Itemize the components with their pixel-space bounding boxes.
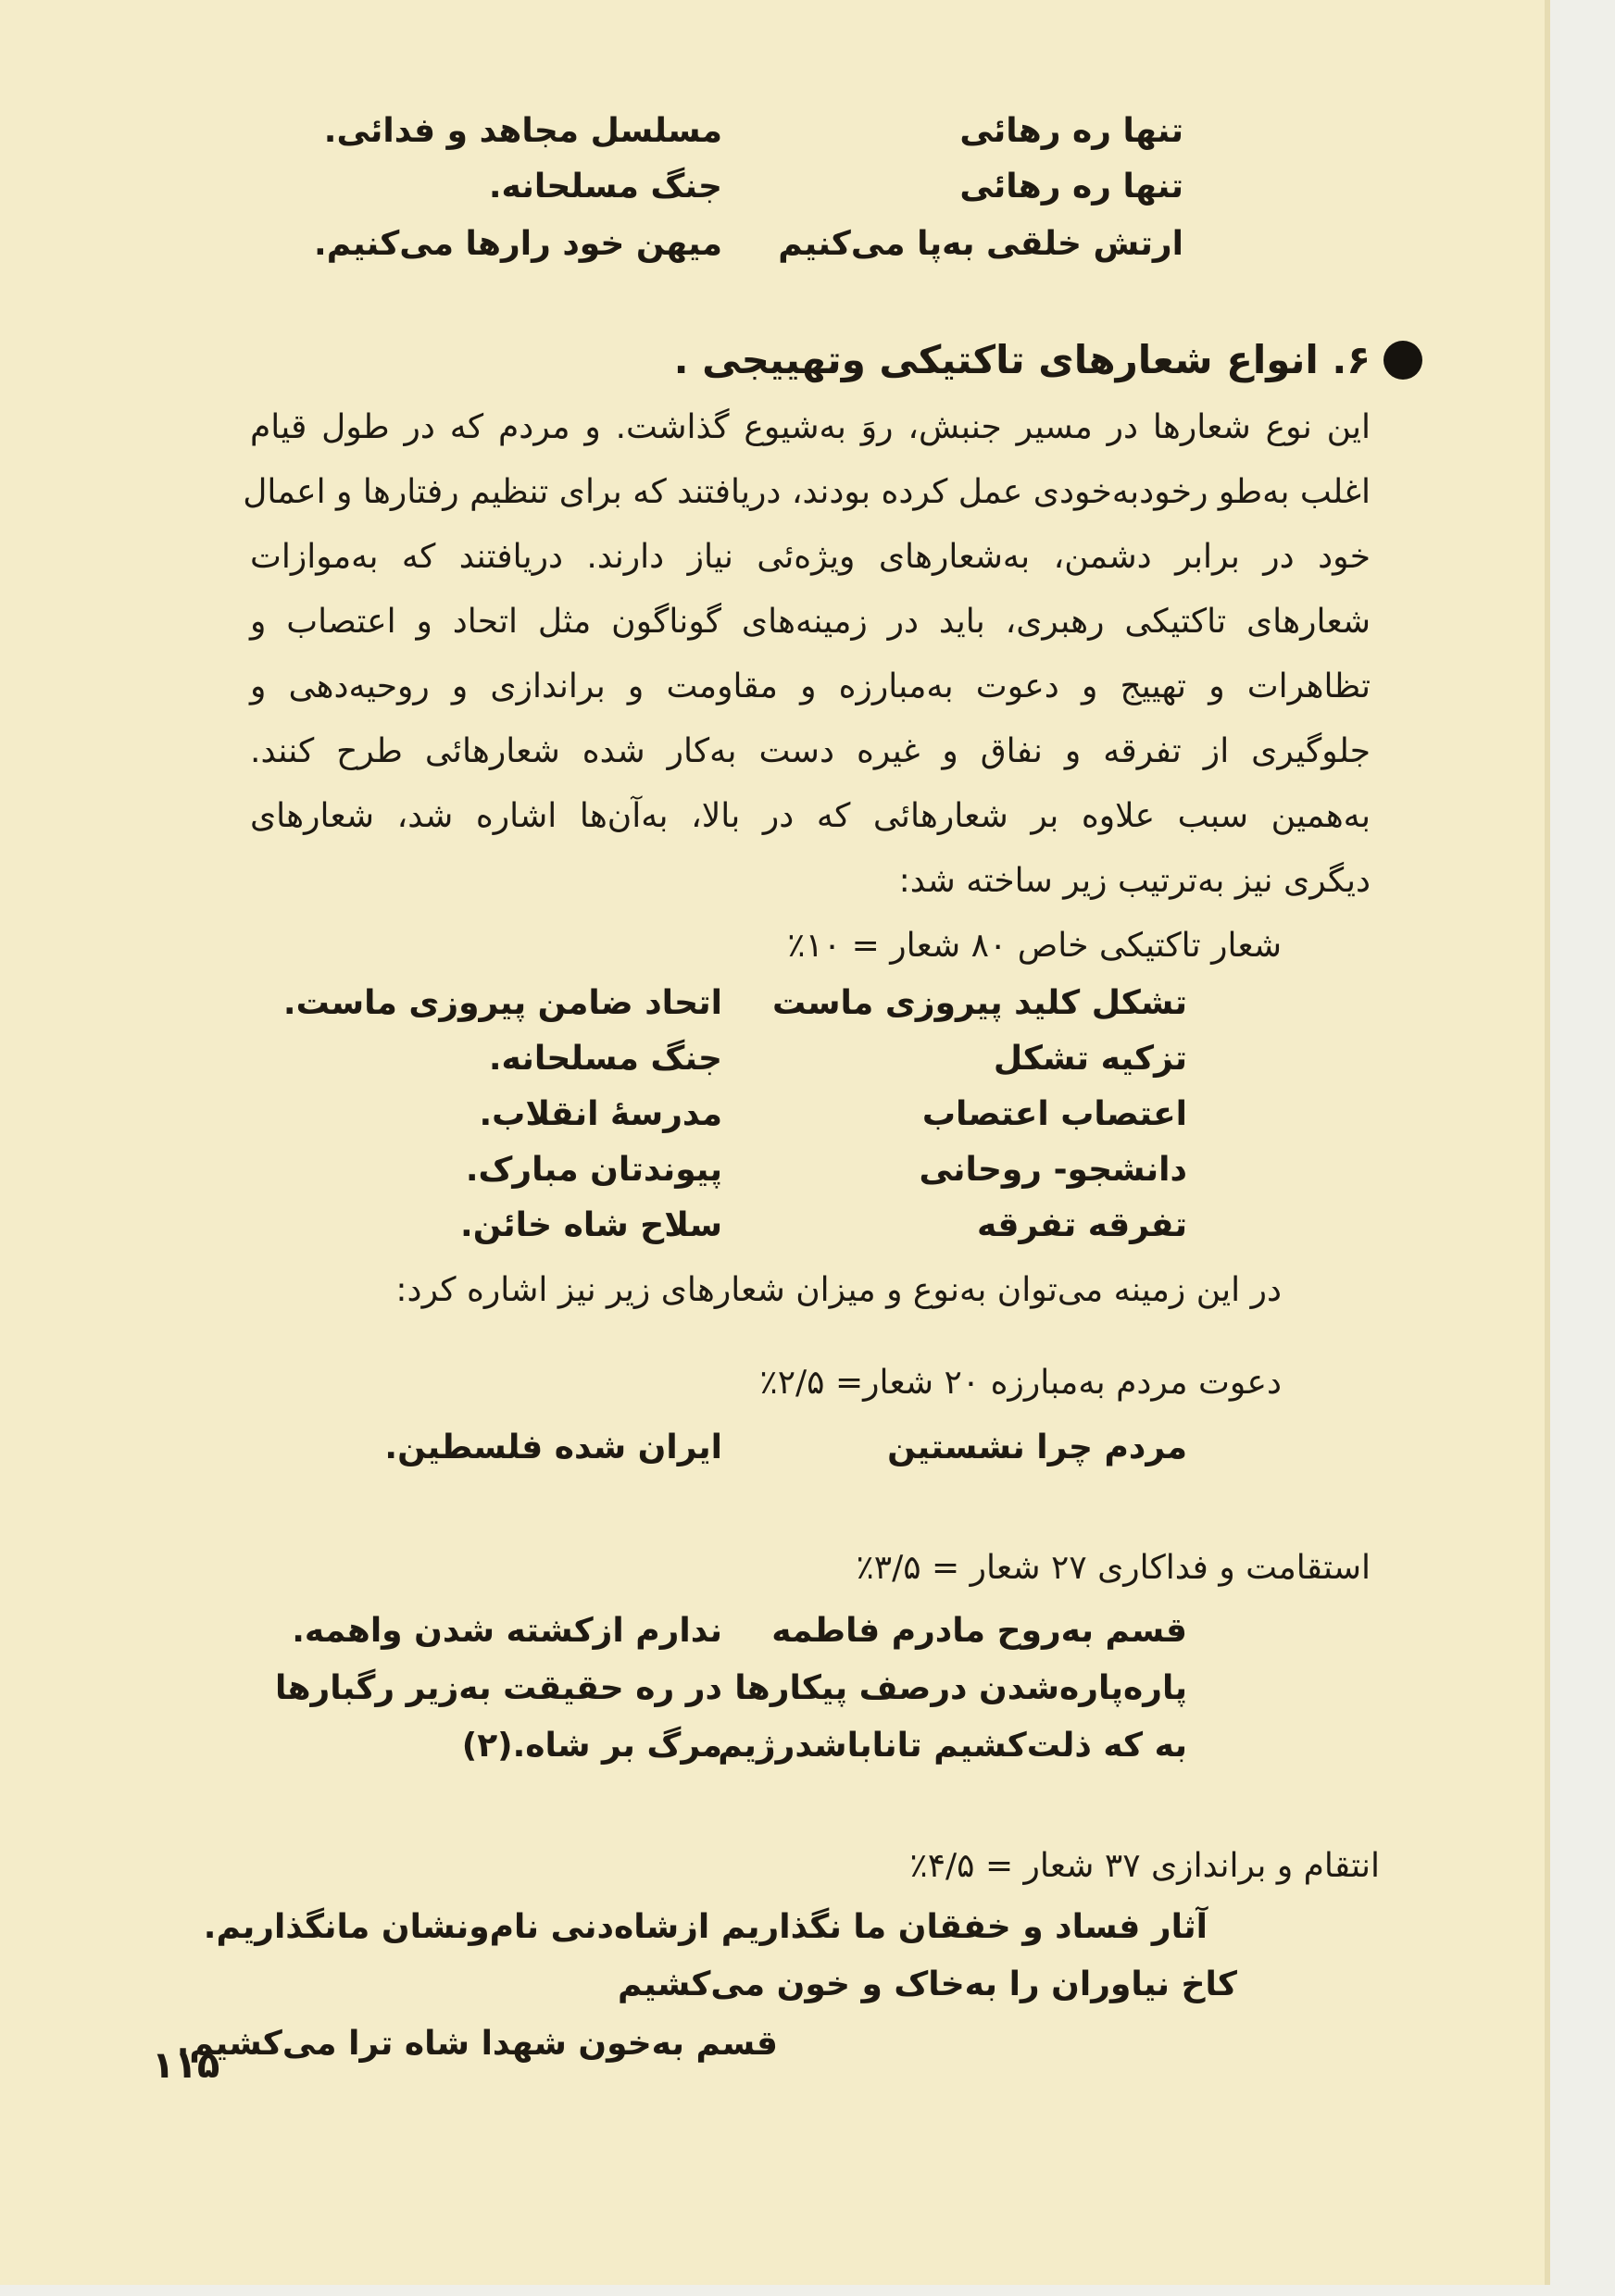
slogan-line: آثار فساد و خفقان ما نگذاریم ازشاه‌دنی نام‌ونشان مانگذاریم. bbox=[203, 1908, 1208, 1946]
slogan-left: جنگ مسلحانه. bbox=[488, 1040, 722, 1078]
slogan-right: تزکیه تشکل bbox=[993, 1040, 1187, 1078]
slogan-line: کاخ نیاوران را به‌خاک و خون می‌کشیم bbox=[617, 1965, 1237, 2003]
slogan-left: مرگ بر شاه.(۲) bbox=[461, 1727, 722, 1765]
slogan-right: به که ذلت‌کشیم تاناباشدرژیم bbox=[718, 1727, 1187, 1765]
slogan-line: قسم به‌خون شهدا شاه ترا می‌کشیم. bbox=[176, 2025, 778, 2063]
slogan-right: تشکل کلید پیروزی ماست bbox=[772, 984, 1187, 1022]
verse-left: میهن خود رارها می‌کنیم. bbox=[314, 225, 722, 263]
slogan-right: پاره‌پاره‌شدن درصف پیکارها bbox=[734, 1669, 1187, 1707]
verse-left: مسلسل مجاهد و فدائی. bbox=[323, 112, 722, 150]
paragraph-line: خود در برابر دشمن، به‌شعارهای ویژه‌ئی نیاز دارند. دریافتند که به‌موازات bbox=[250, 538, 1371, 576]
slogan-right: مردم چرا نشستین bbox=[887, 1429, 1187, 1466]
slogan-right: اعتصاب اعتصاب bbox=[921, 1095, 1187, 1133]
group-title: انتقام و براندازی ۳۷ شعار = ۴/۵٪ bbox=[909, 1847, 1380, 1885]
paragraph-line: دیگری نیز به‌ترتیب زیر ساخته شد: bbox=[898, 862, 1371, 900]
slogan-left: مدرسهٔ انقلاب. bbox=[479, 1095, 722, 1133]
paragraph-line: این نوع شعارها در مسیر جنبش، روَ به‌شیوع گذاشت. و مردم که در طول قیام bbox=[250, 408, 1371, 446]
paragraph-line: به‌همین سبب علاوه بر شعارهائی که در بالا، به‌آن‌ها اشاره شد، شعارهای bbox=[250, 797, 1371, 835]
page-number: ۱۱۵ bbox=[152, 2044, 220, 2087]
verse-right: تنها ره رهائی bbox=[959, 112, 1183, 150]
slogan-right: قسم به‌روح مادرم فاطمه bbox=[771, 1612, 1187, 1650]
paragraph-line: اغلب به‌طو رخودبه‌خودی عمل کرده بودند، دریافتند که برای تنظیم رفتارها و اعمال bbox=[243, 473, 1371, 511]
slogan-left: ایران شده فلسطین. bbox=[384, 1429, 722, 1466]
bullet-icon bbox=[1383, 341, 1422, 380]
slogan-left: ندارم ازکشته شدن واهمه. bbox=[292, 1612, 722, 1650]
verse-right: تنها ره رهائی bbox=[959, 168, 1183, 206]
group-title: شعار تاکتیکی خاص ۸۰ شعار = ۱۰٪ bbox=[787, 927, 1282, 965]
slogan-left: در ره حقیقت به‌زیر رگبارها bbox=[275, 1669, 722, 1707]
slogan-right: تفرقه تفرقه bbox=[977, 1206, 1187, 1244]
verse-left: جنگ مسلحانه. bbox=[488, 168, 722, 206]
slogan-left: پیوندتان مبارک. bbox=[465, 1151, 722, 1189]
slogan-left: سلاح شاه خائن. bbox=[460, 1206, 722, 1244]
section-heading: ۶. انواع شعارهای تاکتیکی وتهییجی . bbox=[673, 337, 1371, 382]
paragraph-line: تظاهرات و تهییج و دعوت به‌مبارزه و مقاومت و براندازی و روحیه‌دهی و bbox=[250, 668, 1371, 705]
group-title: استقامت و فداکاری ۲۷ شعار = ۳/۵٪ bbox=[856, 1549, 1371, 1587]
intro-line: در این زمینه می‌توان به‌نوع و میزان شعارهای زیر نیز اشاره کرد: bbox=[395, 1271, 1282, 1309]
group-title: دعوت مردم به‌مبارزه ۲۰ شعار= ۲/۵٪ bbox=[759, 1364, 1282, 1402]
slogan-right: دانشجو- روحانی bbox=[919, 1151, 1187, 1189]
verse-right: ارتش خلقی به‌پا می‌کنیم bbox=[778, 225, 1183, 263]
paragraph-line: جلوگیری از تفرقه و نفاق و غیره دست به‌کار شده شعارهائی طرح کنند. bbox=[250, 732, 1371, 770]
slogan-left: اتحاد ضامن پیروزی ماست. bbox=[282, 984, 722, 1022]
paragraph-line: شعارهای تاکتیکی رهبری، باید در زمینه‌های گوناگون مثل اتحاد و اعتصاب و bbox=[250, 603, 1371, 641]
